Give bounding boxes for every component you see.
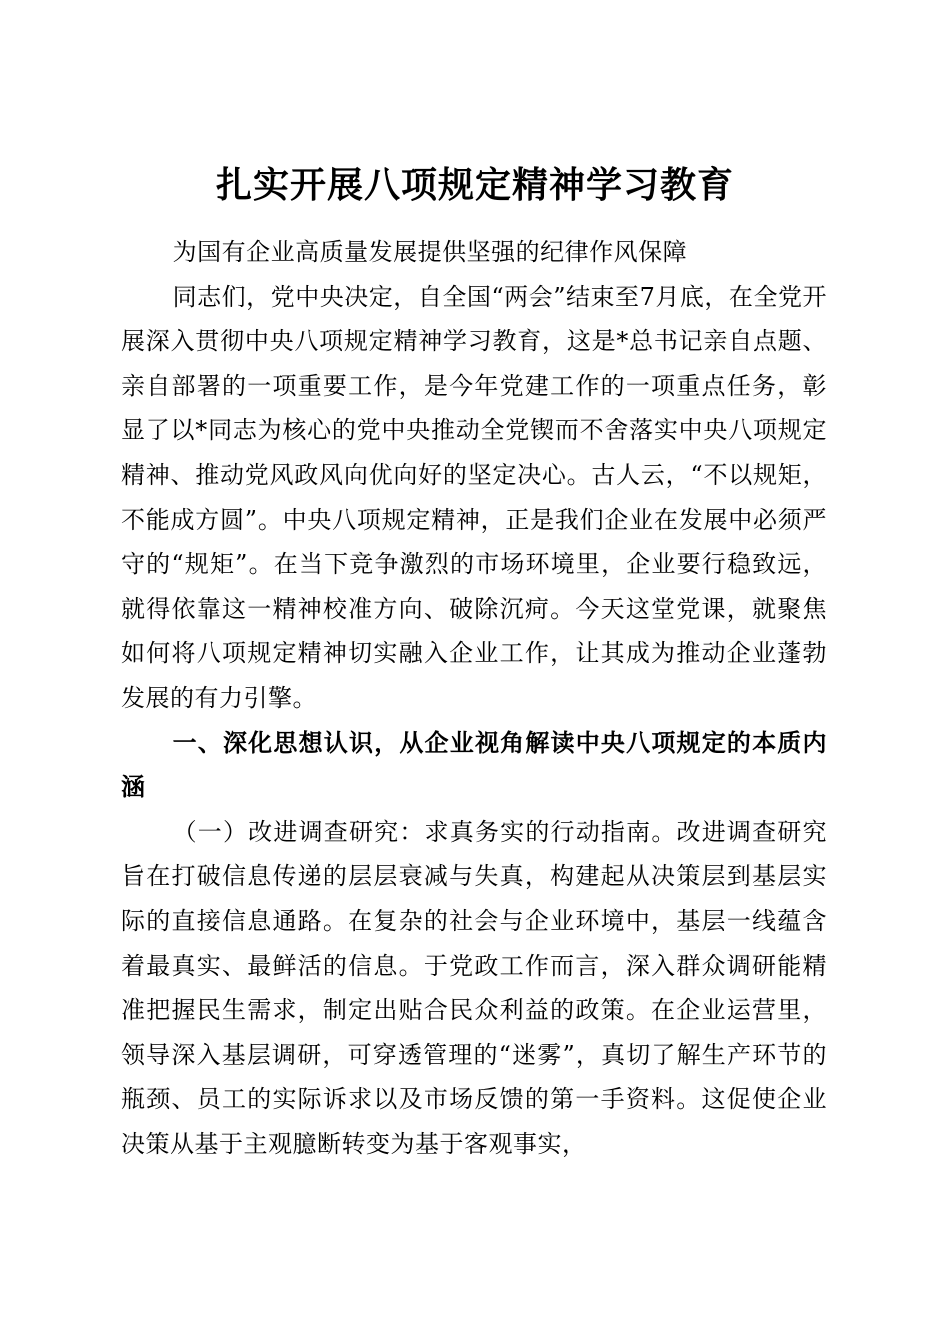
paragraph: （一）改进调查研究：求真务实的行动指南。改进调查研究旨在打破信息传递的层层衰减与失真，构建起从决策层到基层实际的直接信息通路。在复杂的社会与企业环境中，基层一线蕴含着最真实、最鲜活的信息。于党政工作而言，深入群众调研能精准把握民生需求，制定出贴合民众利益的政策。在企业运营里，领导深入基层调研，可穿透管理的“迷雾”，真切了解生产环节的瓶颈、员工的实际诉求以及市场反馈的第一手资料。这促使企业决策从基于主观臆断转变为基于客观事实， (121, 817, 827, 1158)
document-body (121, 230, 827, 1166)
paragraph: 同志们，党中央决定，自全国“两会”结束至7月底，在全党开展深入贯彻中央八项规定精神学习教育，这是*总书记亲自点题、亲自部署的一项重要工作，是今年党建工作的一项重点任务，彰显了以*同志为核心的党中央推动全党锲而不舍落实中央八项规定精神、推动党风政风向优向好的坚定决心。古人云，“不以规矩，不能成方圆”。中央八项规定精神，正是我们企业在发展中必须严守的“规矩”。在当下竞争激烈的市场环境里，企业要行稳致远，就得依靠这一精神校准方向、破除沉疴。今天这堂党课，就聚焦如何将八项规定精神切实融入企业工作，让其成为推动企业蓬勃发展的有力引擎。 (121, 282, 827, 712)
document-title: 扎实开展八项规定精神学习教育 (215, 164, 734, 207)
section-heading: 一、深化思想认识，从企业视角解读中央八项规定的本质内涵 (121, 728, 827, 802)
subtitle: 为国有企业高质量发展提供坚强的纪律作风保障 (172, 238, 688, 266)
